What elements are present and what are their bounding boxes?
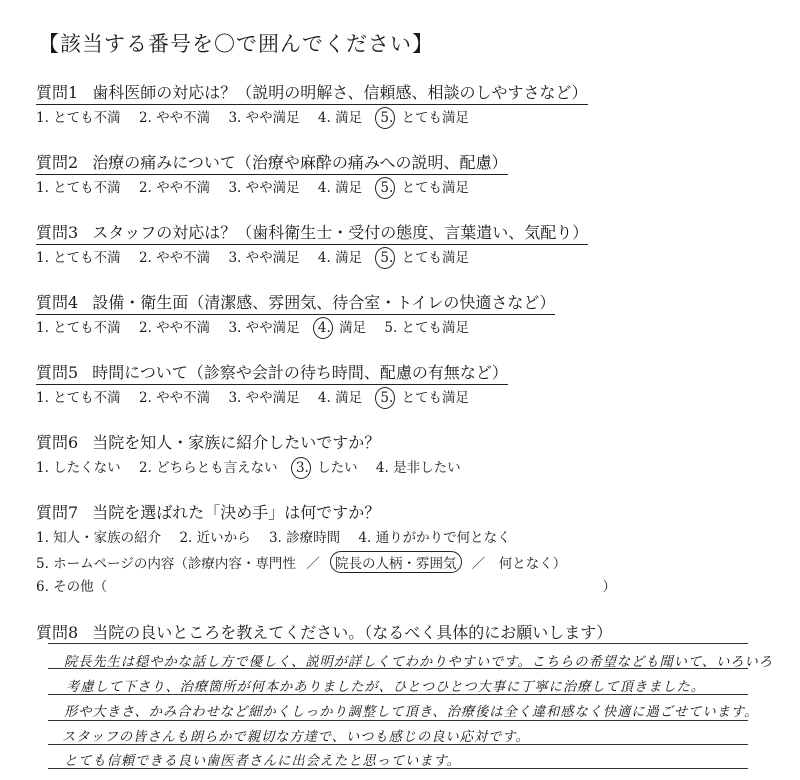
question-text: 当院を選ばれた「決め手」は何ですか？: [92, 503, 381, 522]
option-2[interactable]: 2. やや不満: [138, 110, 211, 126]
question-7-options-row1: [36, 526, 525, 546]
question-number: 質問2: [36, 153, 79, 172]
question-5: [36, 360, 508, 385]
question-text: 当院の良いところを教えてください。（なるべく具体的にお願いします）: [92, 623, 613, 642]
question-4: [36, 290, 555, 315]
question-number: 質問8: [36, 623, 79, 642]
question-text: 治療の痛みについて（治療や麻酔の痛みへの説明、配慮）: [92, 153, 508, 172]
question-2-options: [36, 176, 483, 196]
question-number: 質問6: [36, 433, 79, 452]
option-5[interactable]: 5. とても満足: [384, 320, 470, 336]
option-3[interactable]: 3. 診療時間: [268, 530, 341, 546]
separator: ／: [306, 556, 320, 572]
question-number: 質問1: [36, 83, 79, 102]
option-5-suffix: ／ 何となく）: [471, 556, 567, 572]
option-3[interactable]: 3. やや満足: [228, 390, 300, 406]
option-1[interactable]: 1. とても不満: [36, 250, 121, 266]
question-number: 質問4: [36, 293, 79, 312]
question-number: 質問7: [36, 503, 79, 522]
option-5-label: とても満足: [401, 180, 470, 196]
option-4[interactable]: 4. 満足: [317, 250, 363, 266]
answer-line: [48, 720, 748, 721]
handwritten-answer-line-3: 形や大きさ、かみ合わせなど細かくしっかり調整して頂き、治療後は全く違和感なく快適に過ごせています。: [64, 704, 759, 720]
question-number: 質問5: [36, 363, 79, 382]
question-1-options: [36, 106, 483, 126]
option-5-selected[interactable]: 5.: [380, 250, 394, 266]
question-5-options: [36, 386, 483, 406]
handwritten-answer-line-2: 考慮して下さり、治療箇所が何本かありましたが、ひとつひとつ大事に丁寧に治療して頂きました。: [66, 679, 705, 695]
option-2[interactable]: 2. やや不満: [138, 390, 211, 406]
option-3-selected[interactable]: 3.: [295, 460, 309, 476]
option-4[interactable]: 4. 満足: [317, 390, 363, 406]
option-4-selected[interactable]: 4.: [317, 320, 331, 336]
option-2[interactable]: 2. やや不満: [138, 180, 211, 196]
option-3[interactable]: 3. やや満足: [228, 320, 300, 336]
option-5-label: とても満足: [401, 250, 470, 266]
option-4[interactable]: 4. 通りがかりで何となく: [358, 530, 511, 546]
option-6-label[interactable]: 6. その他（: [36, 579, 108, 595]
option-1[interactable]: 1. とても不満: [36, 110, 121, 126]
option-2[interactable]: 2. どちらとも言えない: [138, 460, 278, 476]
option-1[interactable]: 1. とても不満: [36, 180, 121, 196]
option-4[interactable]: 4. 是非したい: [375, 460, 461, 476]
handwritten-answer-line-1: 院長先生は穏やかな話し方で優しく、説明が詳しくてわかりやすいです。こちらの希望なども聞いて、いろいろ: [64, 654, 773, 670]
answer-line: [48, 643, 748, 644]
page-title: 【該当する番号を〇で囲んでください】: [38, 32, 434, 56]
question-number: 質問3: [36, 223, 79, 242]
option-4-label: 満足: [339, 320, 367, 336]
handwritten-answer-line-5: とても信頼できる良い歯医者さんに出会えたと思っています。: [64, 753, 461, 769]
option-6-close-paren: ）: [602, 579, 616, 595]
question-6-options: [36, 456, 475, 476]
option-4[interactable]: 4. 満足: [317, 180, 363, 196]
question-2: [36, 150, 508, 175]
option-1[interactable]: 1. したくない: [36, 460, 121, 476]
handwritten-answer-line-4: スタッフの皆さんも朗らかで親切な方達で、いつも感じの良い応対です。: [62, 729, 530, 745]
option-3-label: したい: [317, 460, 358, 476]
option-1[interactable]: 1. 知人・家族の紹介: [36, 530, 162, 546]
option-1[interactable]: 1. とても不満: [36, 320, 121, 336]
option-2[interactable]: 2. 近いから: [179, 530, 251, 546]
question-7-options-row3: [36, 575, 616, 595]
option-5-label: とても満足: [401, 390, 470, 406]
option-1[interactable]: 1. とても不満: [36, 390, 121, 406]
question-3-options: [36, 246, 483, 266]
option-5-label[interactable]: 5. ホームページの内容（診療内容・専門性: [36, 556, 296, 572]
question-text: 歯科医師の対応は？（説明の明解さ、信頼感、相談のしやすさなど）: [92, 83, 588, 102]
option-2[interactable]: 2. やや不満: [138, 320, 211, 336]
question-6: [36, 430, 380, 454]
option-5-circled-choice[interactable]: 院長の人柄・雰囲気: [330, 551, 462, 573]
option-3[interactable]: 3. やや満足: [228, 180, 300, 196]
option-5-selected[interactable]: 5.: [380, 390, 394, 406]
question-text: 時間について（診察や会計の待ち時間、配慮の有無など）: [92, 363, 508, 382]
question-4-options: [36, 316, 483, 336]
option-5-selected[interactable]: 5.: [380, 180, 394, 196]
question-7-options-row2: [36, 551, 566, 573]
option-5-selected[interactable]: 5.: [380, 110, 394, 126]
option-4[interactable]: 4. 満足: [317, 110, 363, 126]
question-text: 当院を知人・家族に紹介したいですか？: [92, 433, 381, 452]
question-7: [36, 500, 380, 524]
question-text: 設備・衛生面（清潔感、雰囲気、待合室・トイレの快適さなど）: [92, 293, 556, 312]
question-3: [36, 220, 588, 245]
option-5-label: とても満足: [401, 110, 470, 126]
option-2[interactable]: 2. やや不満: [138, 250, 211, 266]
question-text: スタッフの対応は？（歯科衛生士・受付の態度、言葉遣い、気配り）: [92, 223, 589, 242]
option-3[interactable]: 3. やや満足: [228, 250, 300, 266]
option-3[interactable]: 3. やや満足: [228, 110, 300, 126]
question-1: [36, 80, 588, 105]
